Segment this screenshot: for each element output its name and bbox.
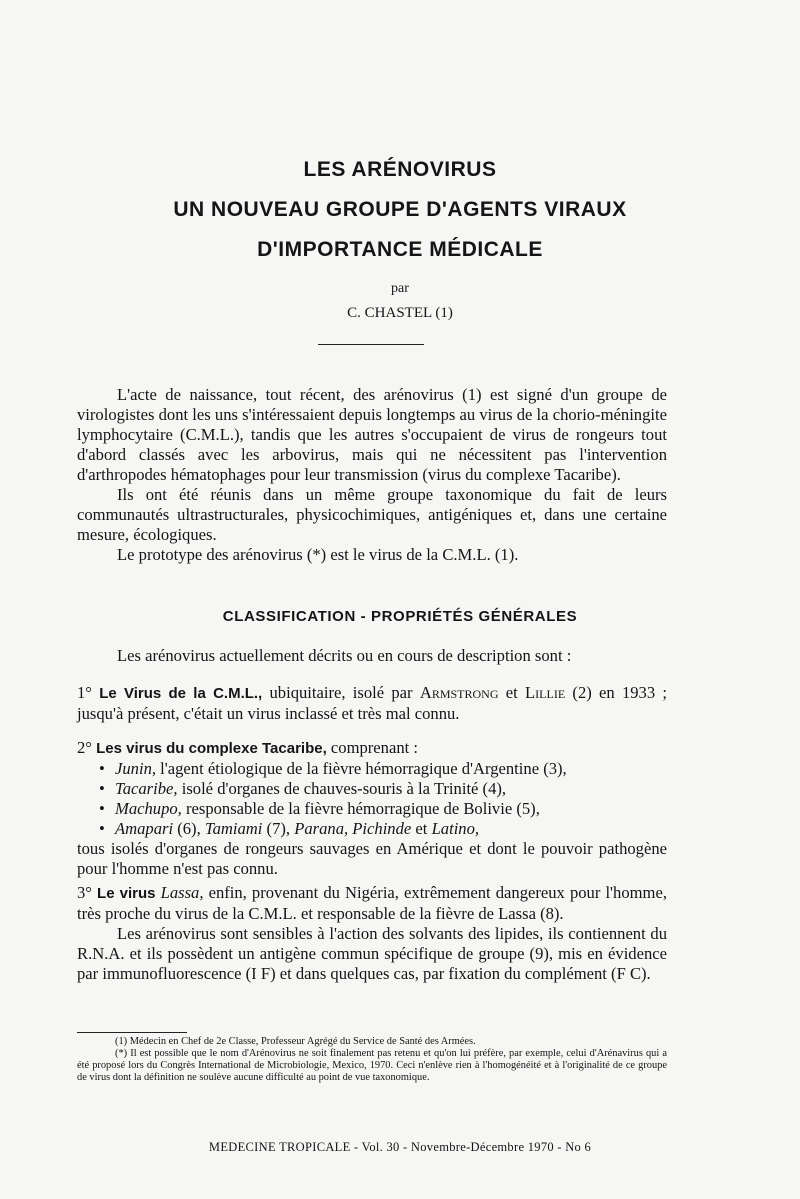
item-3-heading: Le virus [97,885,156,902]
list-item [115,819,667,839]
item-1-heading: Le Virus de la C.M.L., [99,685,263,702]
item-1 [77,683,667,724]
author-armstrong: Armstrong [419,683,499,702]
journal-footer: MEDECINE TROPICALE - Vol. 30 - Novembre-Décembre 1970 - No 6 [208,1140,592,1154]
list-item [115,799,667,819]
item-2-tail: tous isolés d'organes de rongeurs sauvages en Amérique et dont le pouvoir pathogène pour l'homme n'est pas connu. [77,839,667,878]
list-item [115,759,667,779]
item-1-text-b: (2) en 1933 ; jusqu'à présent, c'était un virus inclassé et très mal connu. [77,683,668,723]
virus-name-latino: Latino, [431,819,480,838]
item-1-text-a: ubiquitaire, isolé par [269,683,413,702]
title-line-3: D'IMPORTANCE MÉDICALE [257,238,543,261]
virus-name-lassa: Lassa, [160,883,204,902]
introduction [77,385,667,565]
virus-name: Junin, [115,759,157,778]
footnote-asterisk: (*) Il est possible que le nom d'Arénovirus ne soit finalement pas retenu et qu'on lui préfère, par exemple, celui d'Arénavirus qui a été proposé lors du Congrès International de Microbiologie, Mexico, 1970. Ceci n'enlève rien à l'homogénéité et à l'originalité de ce groupe de virus dont la définition ne soulève aucune difficulté au point de vue taxonomique. [77,1048,667,1083]
footnotes [77,1036,667,1084]
item-1-and: et [505,683,518,702]
section-lead-text: Les arénovirus actuellement décrits ou en cours de description sont : [117,646,572,665]
intro-paragraph-3: Le prototype des arénovirus (*) est le virus de la C.M.L. (1). [117,545,519,564]
virus-name-tamiami: Tamiami [204,819,263,838]
item-2-text: comprenant : [330,738,418,757]
section-heading: CLASSIFICATION - PROPRIÉTÉS GÉNÉRALES [222,608,578,625]
intro-paragraph-2: Ils ont été réunis dans un même groupe taxonomique du fait de leurs communautés ultrastructurales, physicochimiques, antigéniques et, dans une certaine mesure, écologiques. [77,485,667,544]
author-lillie: Lillie [525,683,566,702]
closing-paragraph: Les arénovirus sont sensibles à l'action des solvants des lipides, ils contiennent du R.N.A. et ils possèdent un antigène commun spécifique de groupe (9), mis en évidence par immunofluorescence (I F) et dans quelques cas, par fixation du complément (F C). [77,924,667,983]
virus-name: Machupo, [115,799,182,818]
item-3-number: 3° [77,883,92,902]
item-2 [77,738,667,879]
virus-description: isolé d'organes de chauves-souris à la Trinité (4), [181,779,507,798]
byline-par: par [391,281,409,296]
author-name: C. CHASTEL (1) [347,305,453,321]
ref-6: (6), [177,819,201,838]
virus-description: l'agent étiologique de la fièvre hémorragique d'Argentine (3), [160,759,567,778]
item-3 [77,883,667,984]
list-item [115,779,667,799]
intro-paragraph-1: L'acte de naissance, tout récent, des arénovirus (1) est signé d'un groupe de virologistes dont les uns s'intéressaient depuis longtemps au virus de la chorio-méningite lymphocytaire (C.M.L.), tandis que les autres s'occupaient de virus de rongeurs tout d'abord classés avec les arbovirus, mais qui ne nécessitent pas l'intervention d'arthropodes hématophages pour leur transmission (virus du complexe Tacaribe). [77,385,667,484]
footnote-1: (1) Médecin en Chef de 2e Classe, Professeur Agrégé du Service de Santé des Armées. [115,1036,476,1047]
ref-7: (7), [266,819,291,838]
title-line-2: UN NOUVEAU GROUPE D'AGENTS VIRAUX [173,198,627,221]
tacaribe-virus-list [77,759,667,839]
conjunction-et: et [415,819,428,838]
item-2-number: 2° [77,738,92,757]
item-2-heading: Les virus du complexe Tacaribe, [96,740,327,757]
item-1-number: 1° [77,683,92,702]
virus-name-parana-pichinde: Parana, Pichinde [294,819,412,838]
item-3-text: enfin, provenant du Nigéria, extrêmement dangereux pour l'homme, très proche du virus de la C.M.L. et responsable de la fièvre de Lassa (8). [77,883,667,923]
virus-name-amapari: Amapari [115,819,174,838]
section-lead [77,646,667,666]
title-line-1: LES ARÉNOVIRUS [303,158,497,181]
virus-name: Tacaribe, [115,779,178,798]
footnote-divider [77,1032,187,1033]
virus-description: responsable de la fièvre hémorragique de Bolivie (5), [185,799,540,818]
title-divider [318,344,424,345]
